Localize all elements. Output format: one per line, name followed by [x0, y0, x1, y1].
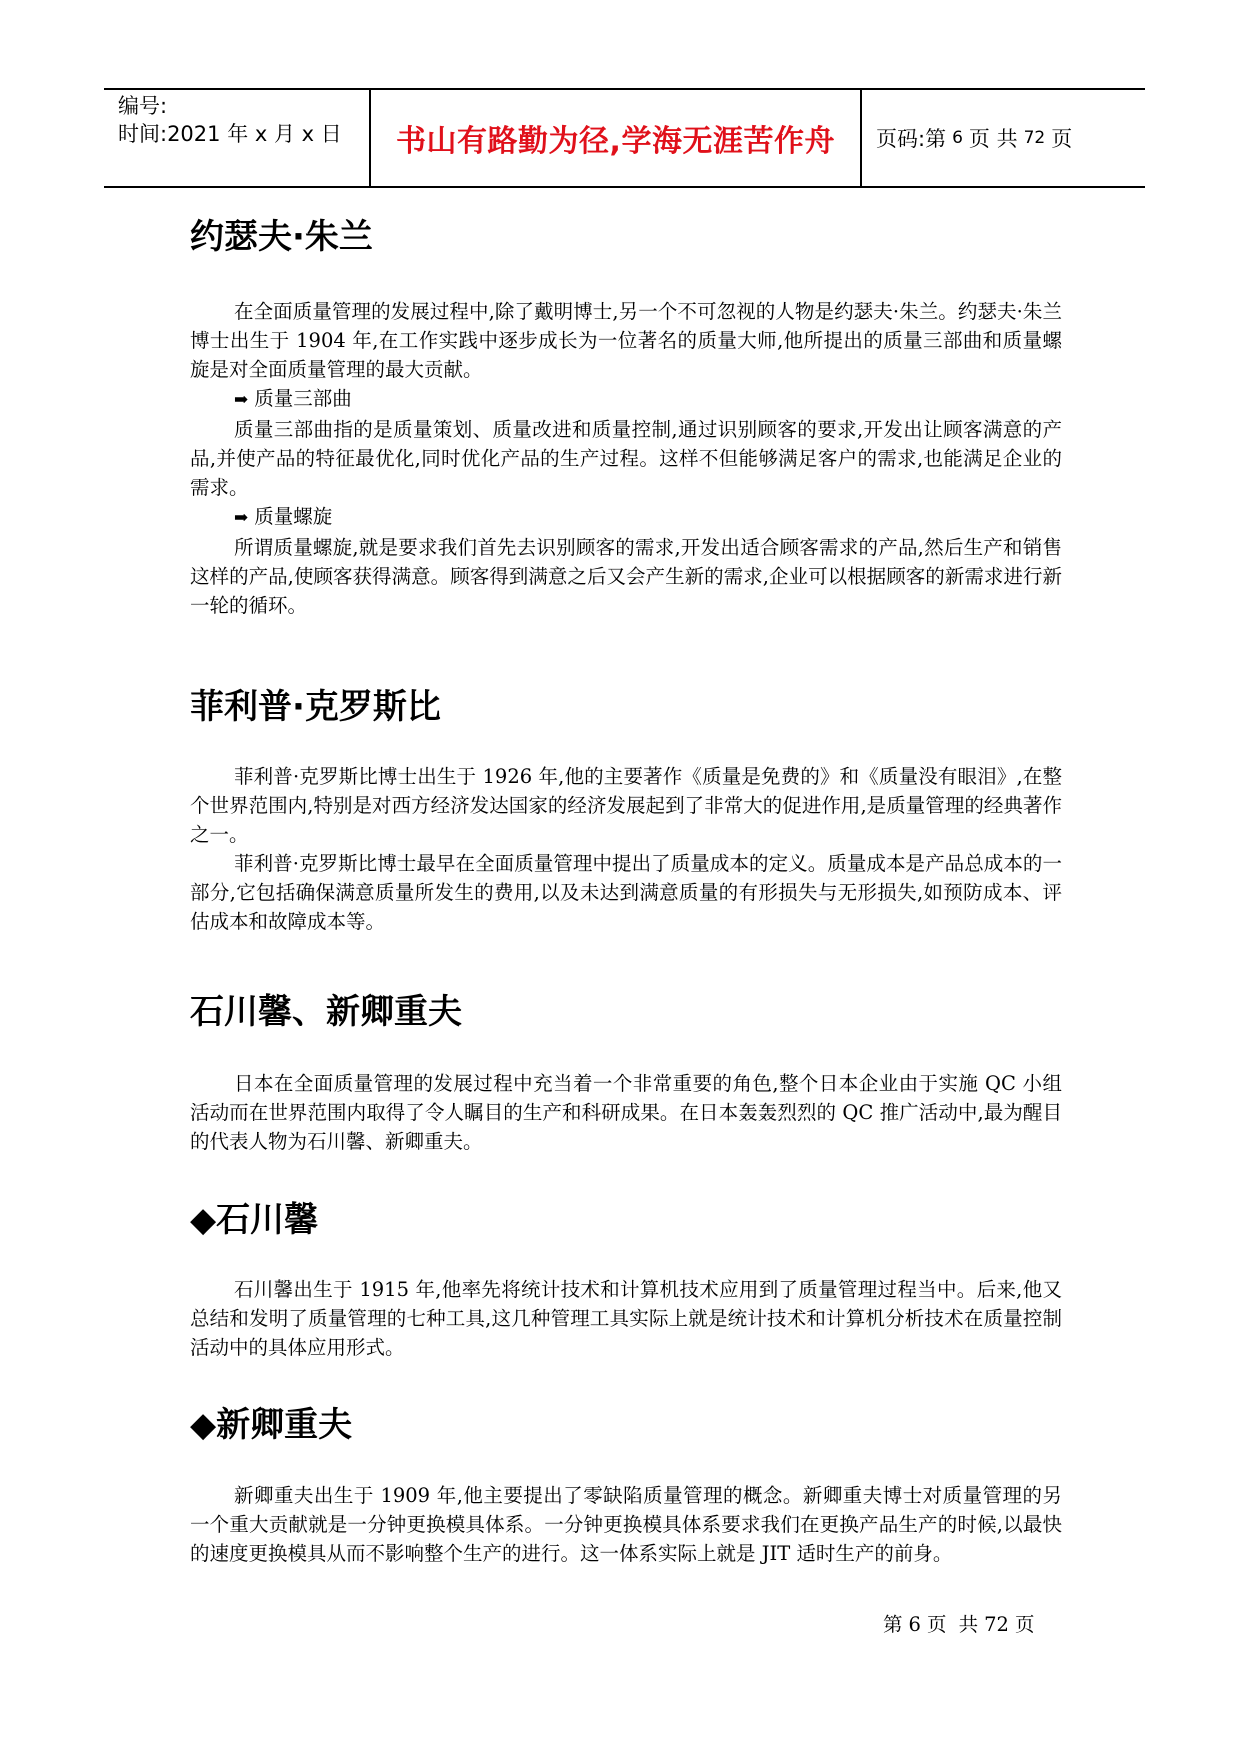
section-body-shingo — [190, 1481, 1062, 1568]
bullet-label: 质量螺旋 — [254, 505, 333, 528]
header-meta — [118, 92, 342, 148]
paragraph: 日本在全面质量管理的发展过程中充当着一个非常重要的角色,整个日本企业由于实施 QC 小组活动而在世界范围内取得了令人瞩目的生产和科研成果。在日本轰轰烈烈的 QC 推广活动中,最为醒目的代表人物为石川馨、新卿重夫。 — [190, 1072, 1062, 1153]
bullet-item — [190, 502, 1062, 533]
page-mid: 页 共 — [968, 127, 1018, 151]
paragraph: 菲利普·克罗斯比博士最早在全面质量管理中提出了质量成本的定义。质量成本是产品总成本的一部分,它包括确保满意质量所发生的费用,以及未达到满意质量的有形损失与无形损失,如预防成本、评估成本和故障成本等。 — [190, 852, 1062, 933]
page-footer — [880, 1609, 1037, 1637]
arrow-right-icon: ➡ — [234, 390, 249, 410]
page-current: 6 — [952, 128, 963, 148]
bullet-label: 质量三部曲 — [254, 387, 352, 410]
section-body-ishikawa — [190, 1275, 1062, 1362]
paragraph: 石川馨出生于 1915 年,他率先将统计技术和计算机技术应用到了质量管理过程当中。后来,他又总结和发明了质量管理的七种工具,这几种管理工具实际上就是统计技术和计算机分析技术在质量控制活动中的具体应用形式。 — [190, 1278, 1062, 1359]
section-body-juran — [190, 297, 1062, 620]
paragraph: 质量三部曲指的是质量策划、质量改进和质量控制,通过识别顾客的要求,开发出让顾客满意的产品,并使产品的特征最优化,同时优化产品的生产过程。这样不但能够满足客户的需求,也能满足企业的需求。 — [190, 418, 1062, 499]
page-total: 72 — [1023, 128, 1046, 148]
page-suffix: 页 — [1051, 127, 1073, 151]
footer-total: 72 — [984, 1613, 1009, 1636]
section-title-shingo: ◆新卿重夫 — [190, 1405, 353, 1445]
page-prefix: 页码:第 — [876, 127, 947, 151]
section-body-japan — [190, 1069, 1062, 1156]
section-title-juran: 约瑟夫·朱兰 — [190, 217, 373, 257]
document-header — [104, 88, 1145, 188]
time-label: 时间:2021 年 x 月 x 日 — [118, 122, 342, 146]
header-motto: 书山有路勤为径,学海无涯苦作舟 — [396, 124, 835, 159]
bullet-item — [190, 384, 1062, 415]
arrow-right-icon: ➡ — [234, 508, 249, 528]
paragraph: 在全面质量管理的发展过程中,除了戴明博士,另一个不可忽视的人物是约瑟夫·朱兰。约瑟夫·朱兰博士出生于 1904 年,在工作实践中逐步成长为一位著名的质量大师,他所提出的质量三部曲和质量螺旋是对全面质量管理的最大贡献。 — [190, 300, 1062, 381]
footer-suffix: 页 — [1014, 1613, 1035, 1636]
section-title-crosby: 菲利普·克罗斯比 — [190, 687, 441, 727]
paragraph: 所谓质量螺旋,就是要求我们首先去识别顾客的需求,开发出适合顾客需求的产品,然后生产和销售这样的产品,使顾客获得满意。顾客得到满意之后又会产生新的需求,企业可以根据顾客的新需求进行新一轮的循环。 — [190, 536, 1062, 617]
footer-mid: 页 共 — [926, 1613, 979, 1636]
header-page-info — [876, 90, 1072, 186]
footer-prefix: 第 — [883, 1613, 903, 1636]
number-label: 编号: — [118, 94, 168, 118]
section-title-ishikawa: ◆石川馨 — [190, 1200, 319, 1240]
section-title-japan: 石川馨、新卿重夫 — [190, 992, 462, 1032]
header-divider — [860, 90, 862, 186]
section-body-crosby — [190, 762, 1062, 936]
paragraph: 新卿重夫出生于 1909 年,他主要提出了零缺陷质量管理的概念。新卿重夫博士对质量管理的另一个重大贡献就是一分钟更换模具体系。一分钟更换模具体系要求我们在更换产品生产的时候,以最快的速度更换模具从而不影响整个生产的进行。这一体系实际上就是 JIT 适时生产的前身。 — [190, 1484, 1062, 1565]
footer-current: 6 — [908, 1613, 921, 1636]
paragraph: 菲利普·克罗斯比博士出生于 1926 年,他的主要著作《质量是免费的》和《质量没有眼泪》,在整个世界范围内,特别是对西方经济发达国家的经济发展起到了非常大的促进作用,是质量管理的经典著作之一。 — [190, 765, 1062, 846]
